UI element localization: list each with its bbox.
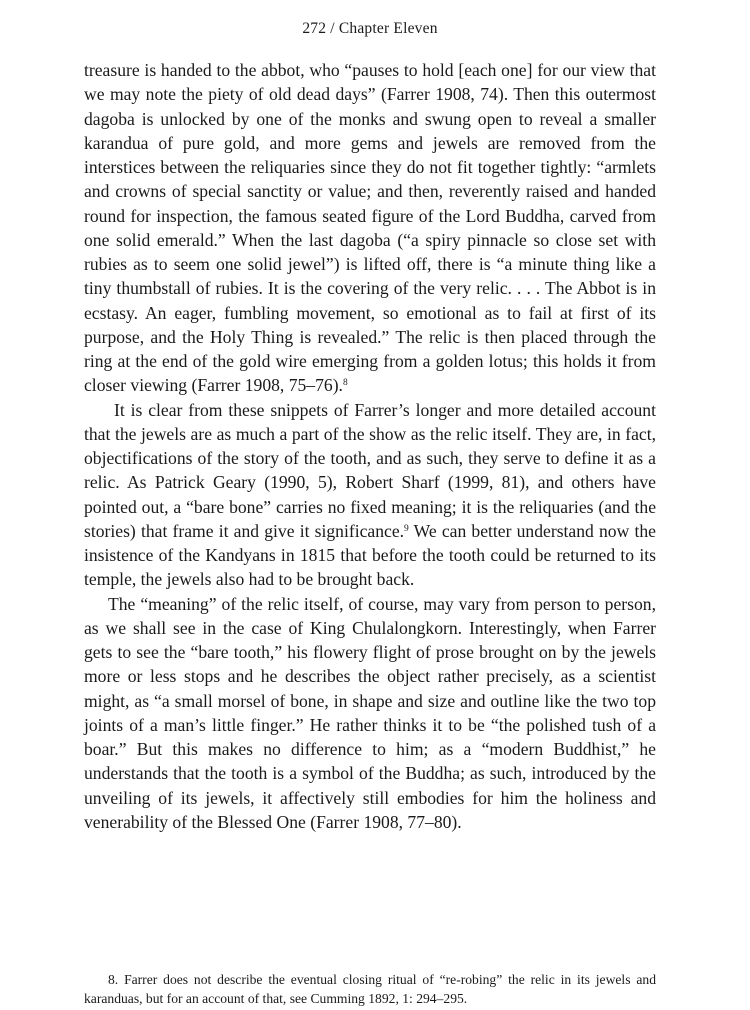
paragraph-1: [84, 58, 656, 398]
paragraph-3: [84, 592, 656, 835]
running-head: 272 / Chapter Eleven: [302, 20, 438, 37]
footnote: [84, 970, 656, 1008]
paragraph-3-text: The “meaning” of the relic itself, of course, may vary from person to person, as we shall see in the case of King Chulalongkorn. Interestingly, when Farrer gets to see the “bare tooth,” his flowery flight of prose brought on by the jewels more or less stops and he describes the object rather precisely, as a scientist might, as “a small morsel of bone, in shape and size and outline like the two top joints of a man’s little finger.” He rather thinks it to be “the polished tush of a boar.” But this makes no difference to him; as a “modern Buddhist,” he understands that the tooth is a symbol of the Buddha; as such, introduced by the unveiling of its jewels, it affectively still embodies for him the holiness and venerability of the Blessed One (Farrer 1908, 77–80).: [84, 593, 656, 832]
footnote-marker-9[interactable]: 9: [404, 523, 409, 534]
footnote-8-text: 8. Farrer does not describe the eventual closing ritual of “re-robing” the relic in its jewels and karanduas, but for an account of that, see Cumming 1892, 1: 294–295.: [84, 972, 656, 1006]
paragraph-2-text-end: We can better understand now the insistence of the Kandyans in 1815 that before the tooth could be returned to its temple, the jewels also had to be brought back.: [84, 520, 656, 590]
footnote-marker-8[interactable]: 8: [342, 378, 348, 389]
main-text: [84, 58, 656, 834]
paragraph-2-text: It is clear from these snippets of Farrer’s longer and more detailed account that the jewels are as much a part of the show as the relic itself. They are, in fact, objectifications of the story of the tooth, and as such, they serve to define it as a relic. As Patrick Geary (1990, 5), Robert Sharf (1999, 81), and others have pointed out, a “bare bone” carries no fixed meaning; it is the reliquaries (and the stories) that frame it and give it significance.: [84, 399, 656, 541]
paragraph-1-text: treasure is handed to the abbot, who “pauses to hold [each one] for our view that we may note the piety of old dead days” (Farrer 1908, 74). Then this outermost dagoba is unlocked by one of the monks and swung open to reveal a smaller karandua of pure gold, and more gems and jewels are removed from the interstices between the reliquaries since they do not fit together tightly: “armlets and crowns of special sanctity or value; and then, reverently raised and handed round for inspection, the famous seated figure of the Lord Buddha, carved from one solid emerald.” When the last dagoba (“a spiry pinnacle so close set with rubies as to seem one solid jewel”) is lifted off, there is “a minute thing like a tiny thumbstall of rubies. It is the covering of the very relic. . . . The Abbot is in ecstasy. An eager, fumbling movement, so emotional as to fail at first of its purpose, and the Holy Thing is revealed.” The relic is then placed through the ring at the end of the gold wire emerging from a golden lotus; this holds it from closer viewing (Farrer 1908, 75–76).: [84, 60, 656, 396]
paragraph-2: [84, 398, 656, 592]
